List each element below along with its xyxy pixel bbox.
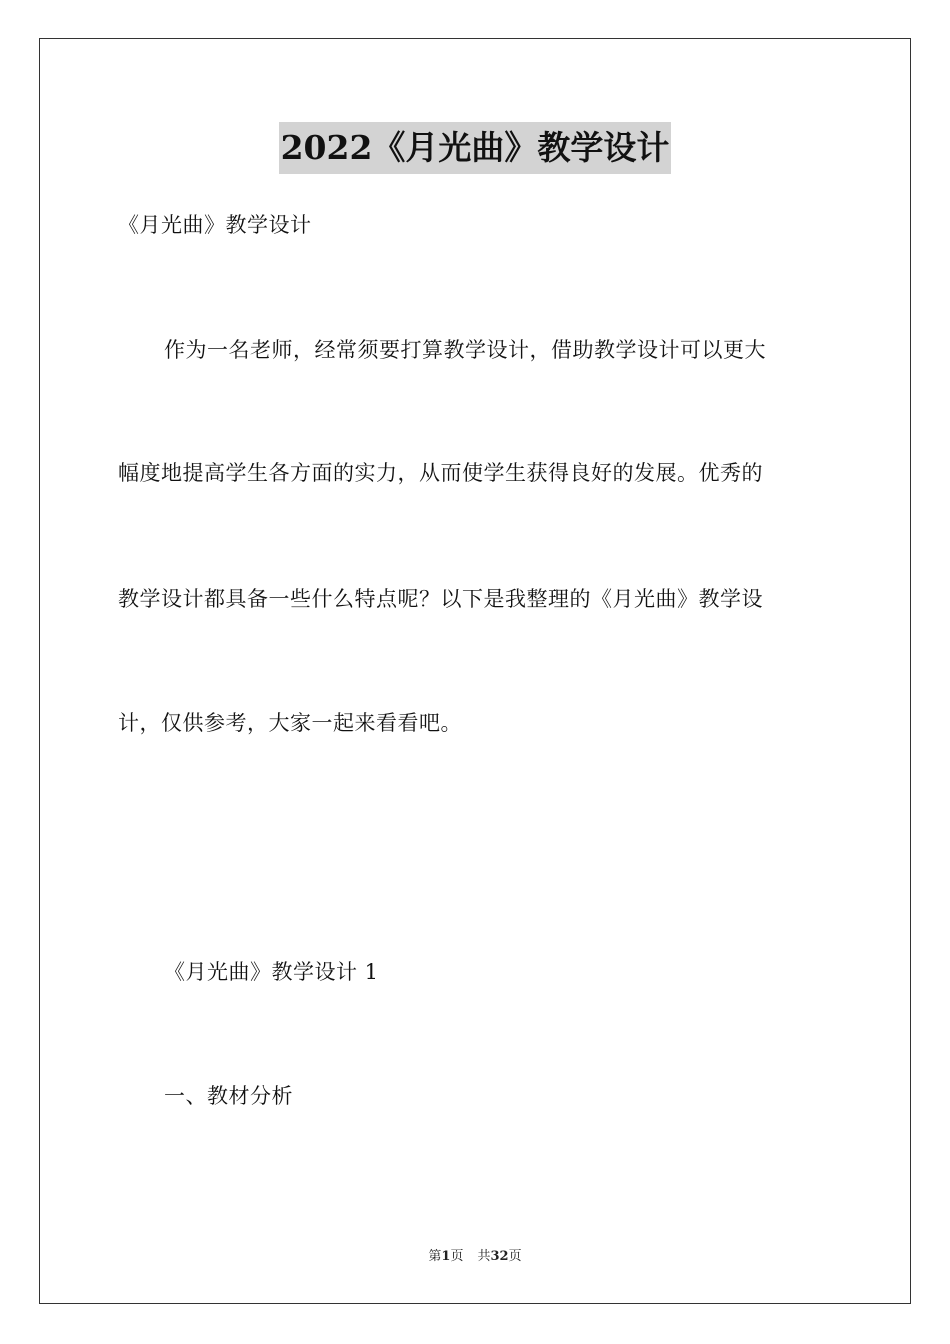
total-prefix: 共 (477, 1249, 491, 1264)
total-suffix: 页 (508, 1249, 522, 1264)
paragraph-line-3: 教学设计都具备一些什么特点呢？以下是我整理的《月光曲》教学设 (118, 587, 763, 611)
paragraph-line-4: 计，仅供参考，大家一起来看看吧。 (118, 711, 462, 735)
page-number: 1 (441, 1249, 451, 1264)
page-suffix: 页 (450, 1249, 464, 1264)
section-heading: 《月光曲》教学设计 1 (164, 960, 379, 984)
total-pages: 32 (490, 1249, 509, 1264)
document-subtitle: 《月光曲》教学设计 (118, 213, 312, 237)
document-title-text: 2022《月光曲》教学设计 (279, 122, 672, 174)
page-footer (0, 1248, 950, 1266)
paragraph-line-2: 幅度地提高学生各方面的实力，从而使学生获得良好的发展。优秀的 (118, 461, 763, 485)
page-prefix: 第 (428, 1249, 442, 1264)
document-title (0, 122, 950, 174)
paragraph-line-1: 作为一名老师，经常须要打算教学设计，借助教学设计可以更大 (164, 338, 766, 362)
sub-heading: 一、教材分析 (164, 1084, 293, 1108)
